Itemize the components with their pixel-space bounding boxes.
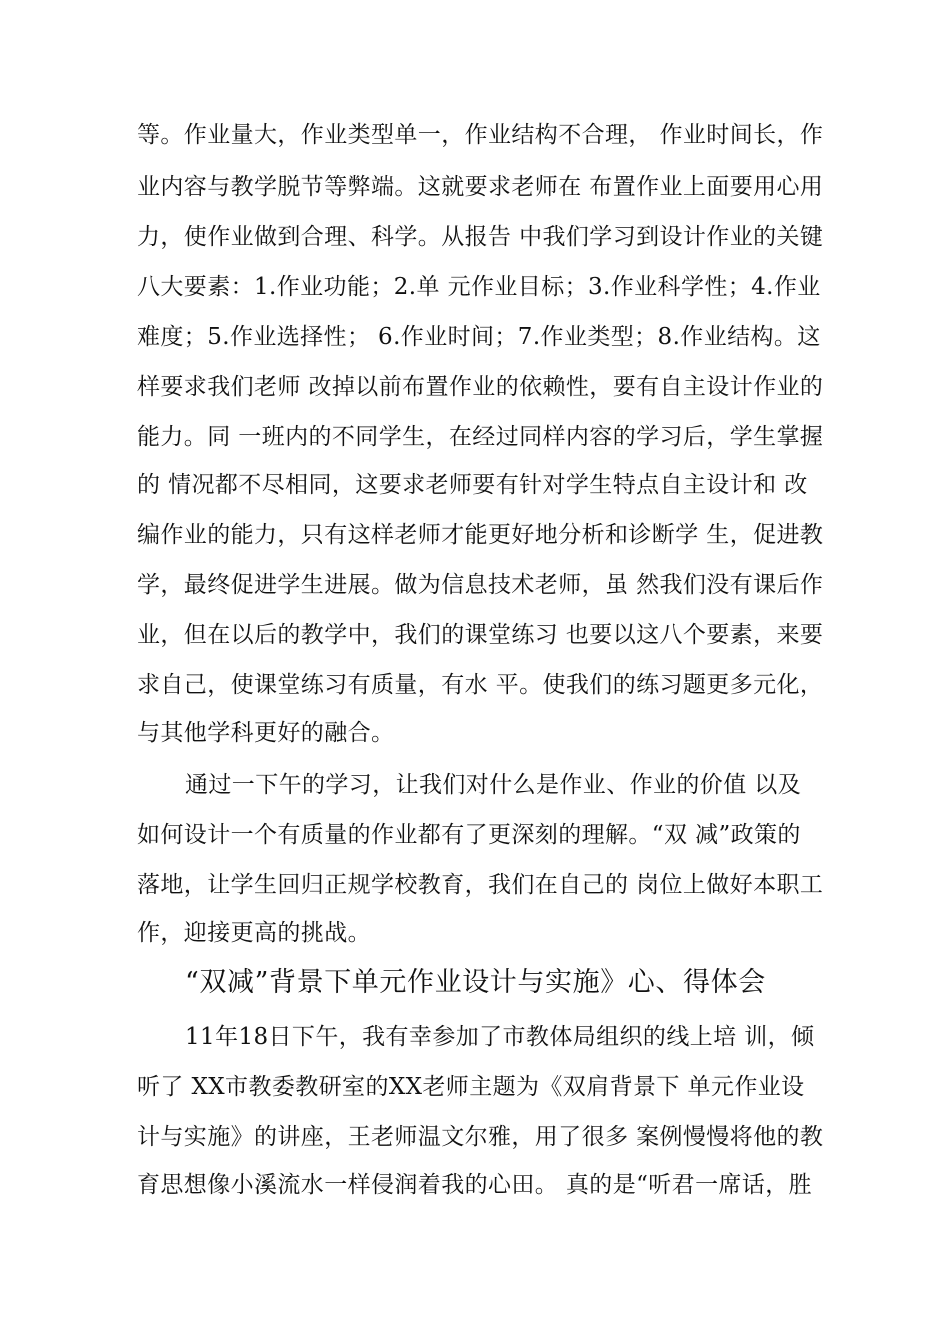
paragraph-line: 计与实施》的讲座，王老师温文尔雅，用了很多 案例慢慢将他的教 [137, 1124, 824, 1150]
paragraph-line: 能力。同 一班内的不同学生，在经过同样内容的学习后，学生掌握 [137, 424, 824, 450]
paragraph-line: 的 情况都不尽相同，这要求老师要有针对学生特点自主设计和 改 [137, 472, 808, 498]
paragraph-line: 难度；5.作业选择性； 6.作业时间；7.作业类型；8.作业结构。这 [137, 324, 821, 350]
paragraph-line: 学，最终促进学生进展。做为信息技术老师，虽 然我们没有课后作 [137, 572, 824, 598]
paragraph-line: 求自己，使课堂练习有质量，有水 平。使我们的练习题更多元化， [137, 672, 824, 698]
paragraph-line: 听了 XX市教委教研室的XX老师主题为《双肩背景下 单元作业设 [137, 1074, 805, 1100]
paragraph-line: 八大要素：1.作业功能；2.单 元作业目标；3.作业科学性；4.作业 [137, 274, 821, 300]
paragraph-line: 育思想像小溪流水一样侵润着我的心田。 真的是“听君一席话，胜 [137, 1172, 813, 1198]
paragraph-line: 通过一下午的学习，让我们对什么是作业、作业的价值 以及 [185, 772, 802, 798]
paragraph-line: 落地，让学生回归正规学校教育，我们在自己的 岗位上做好本职工 [137, 872, 824, 898]
paragraph-line: 等。作业量大，作业类型单一，作业结构不合理， 作业时间长，作 [137, 122, 824, 148]
paragraph-line: 如何设计一个有质量的作业都有了更深刻的理解。“双 减”政策的 [137, 822, 801, 848]
paragraph-line: 编作业的能力，只有这样老师才能更好地分析和诊断学 生，促进教 [137, 522, 824, 548]
paragraph-line: 11年18日下午，我有幸参加了市教体局组织的线上培 训，倾 [185, 1024, 815, 1050]
section-heading: “双减”背景下单元作业设计与实施》心、得体会 [185, 967, 766, 998]
paragraph-line: 作，迎接更高的挑战。 [137, 920, 371, 946]
paragraph-line: 与其他学科更好的融合。 [137, 720, 395, 746]
paragraph-line: 业，但在以后的教学中，我们的课堂练习 也要以这八个要素，来要 [137, 622, 824, 648]
paragraph-line: 力，使作业做到合理、科学。从报告 中我们学习到设计作业的关键 [137, 224, 824, 250]
paragraph-line: 样要求我们老师 改掉以前布置作业的依赖性，要有自主设计作业的 [137, 374, 824, 400]
paragraph-line: 业内容与教学脱节等弊端。这就要求老师在 布置作业上面要用心用 [137, 174, 824, 200]
